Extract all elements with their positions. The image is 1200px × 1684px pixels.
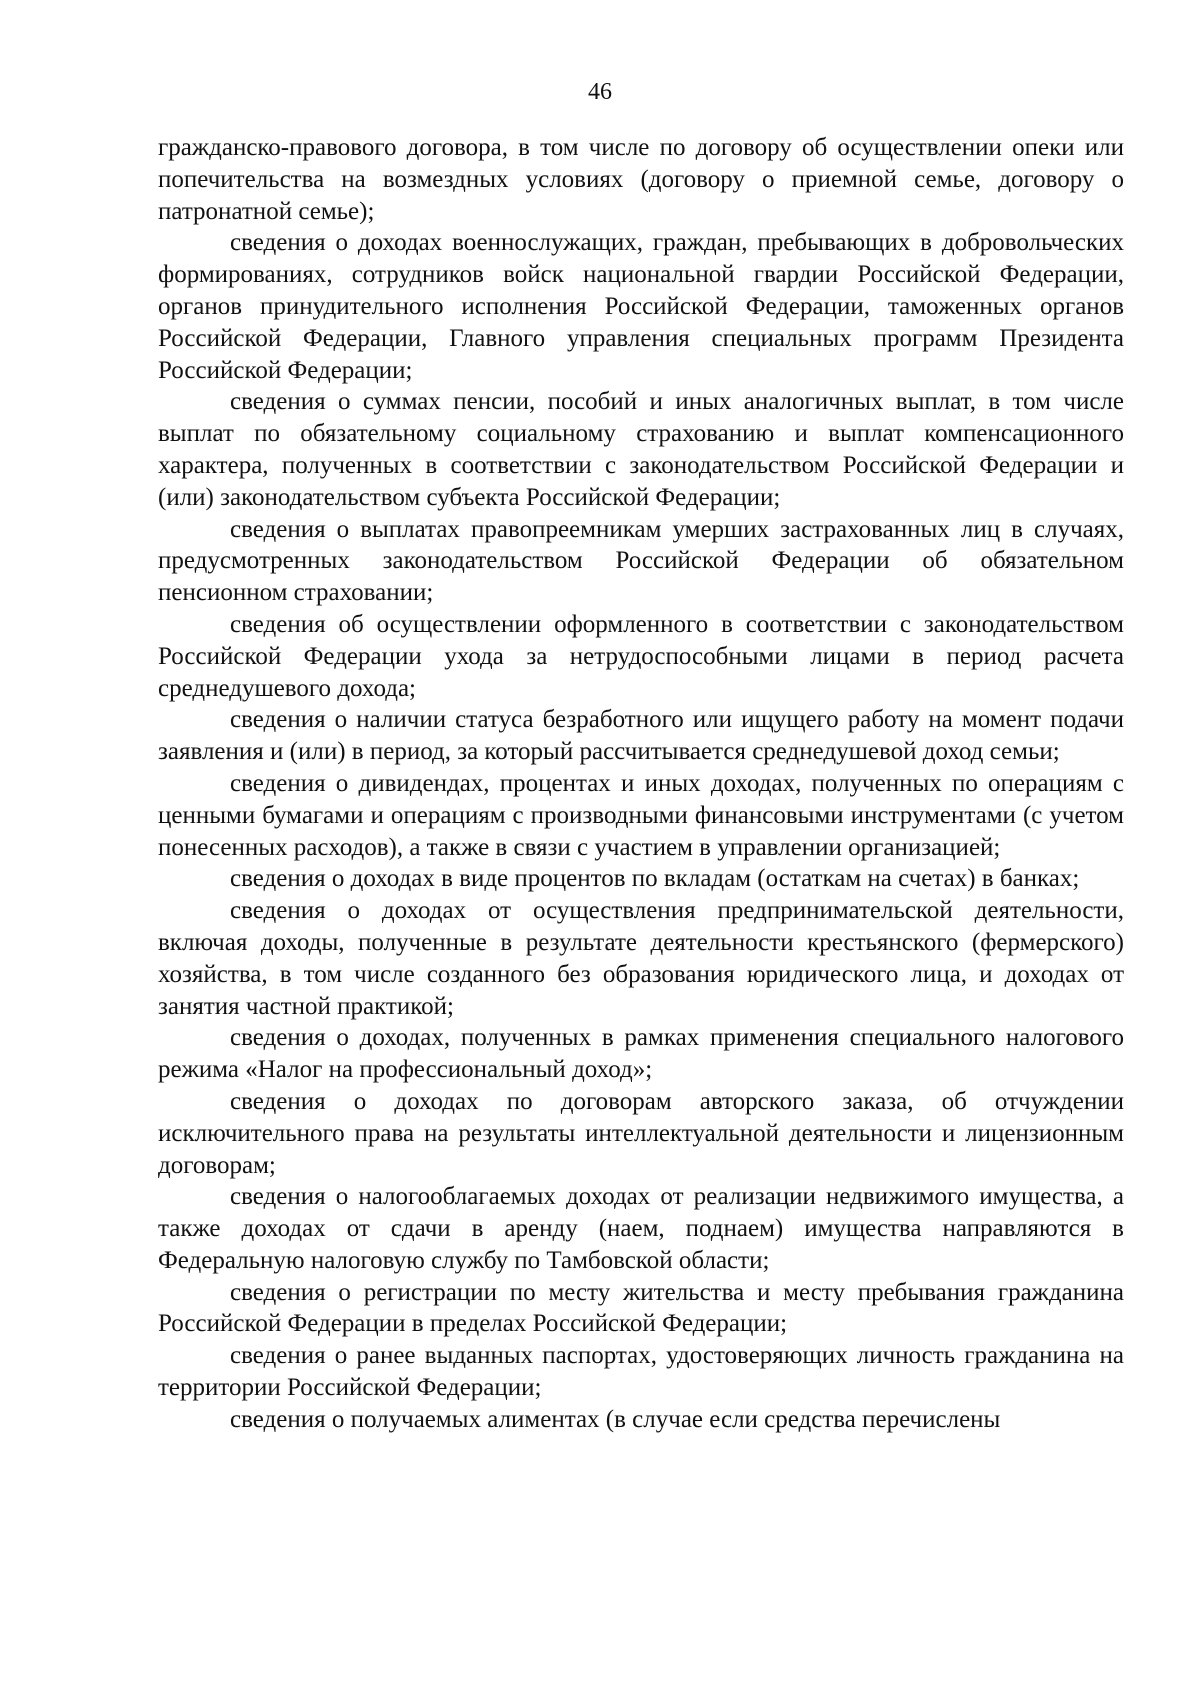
document-body (158, 132, 1124, 1436)
paragraph: сведения о доходах от осуществления предпринимательской деятельности, включая доходы, полученные в результате деятельности крестьянского (фермерского) хозяйства, в том числе созданного без образования юридического лица, и доходах от занятия частной практикой; (158, 897, 1124, 1020)
paragraph: сведения о доходах в виде процентов по вкладам (остаткам на счетах) в банках; (230, 865, 1080, 893)
paragraph: сведения о регистрации по месту жительства и месту пребывания гражданина Российской Федерации в пределах Российской Федерации; (158, 1278, 1124, 1338)
paragraph: сведения о получаемых алиментах (в случае если средства перечислены (230, 1405, 1001, 1433)
paragraph: гражданско-правового договора, в том числе по договору об осуществлении опеки или попечительства на возмездных условиях (договору о приемной семье, договору о патронатной семье); (158, 134, 1124, 225)
paragraph: сведения о доходах, полученных в рамках применения специального налогового режима «Налог на профессиональный доход»; (158, 1024, 1124, 1084)
paragraph: сведения о наличии статуса безработного или ищущего работу на момент подачи заявления и (или) в период, за который рассчитывается среднедушевой доход семьи; (158, 706, 1124, 766)
paragraph: сведения о налогооблагаемых доходах от реализации недвижимого имущества, а также доходах от сдачи в аренду (наем, поднаем) имущества направляются в Федеральную налоговую службу по Тамбовской области; (158, 1183, 1124, 1274)
paragraph: сведения о суммах пенсии, пособий и иных аналогичных выплат, в том числе выплат по обязательному социальному страхованию и выплат компенсационного характера, полученных в соответствии с законодательством Российской Федерации и (или) законодательством субъекта Российской Федерации; (158, 388, 1124, 511)
paragraph: сведения о дивидендах, процентах и иных доходах, полученных по операциям с ценными бумагами и операциям с производными финансовыми инструментами (с учетом понесенных расходов), а также в связи с участием в управлении организацией; (158, 769, 1124, 861)
paragraph: сведения о ранее выданных паспортах, удостоверяющих личность гражданина на территории Российской Федерации; (158, 1342, 1124, 1402)
paragraph: сведения об осуществлении оформленного в соответствии с законодательством Российской Федерации ухода за нетрудоспособными лицами в период расчета среднедушевого дохода; (158, 610, 1124, 702)
paragraph: сведения о выплатах правопреемникам умерших застрахованных лиц в случаях, предусмотренных законодательством Российской Федерации об обязательном пенсионном страховании; (158, 515, 1124, 607)
page-number: 46 (588, 79, 612, 105)
paragraph: сведения о доходах по договорам авторского заказа, об отчуждении исключительного права на результаты интеллектуальной деятельности и лицензионным договорам; (158, 1087, 1124, 1179)
paragraph: сведения о доходах военнослужащих, граждан, пребывающих в добровольческих формированиях, сотрудников войск национальной гвардии Российской Федерации, органов принудительного исполнения Российской Федерации, таможенных органов Российской Федерации, Главного управления специальных программ Президента Российской Федерации; (158, 229, 1124, 384)
